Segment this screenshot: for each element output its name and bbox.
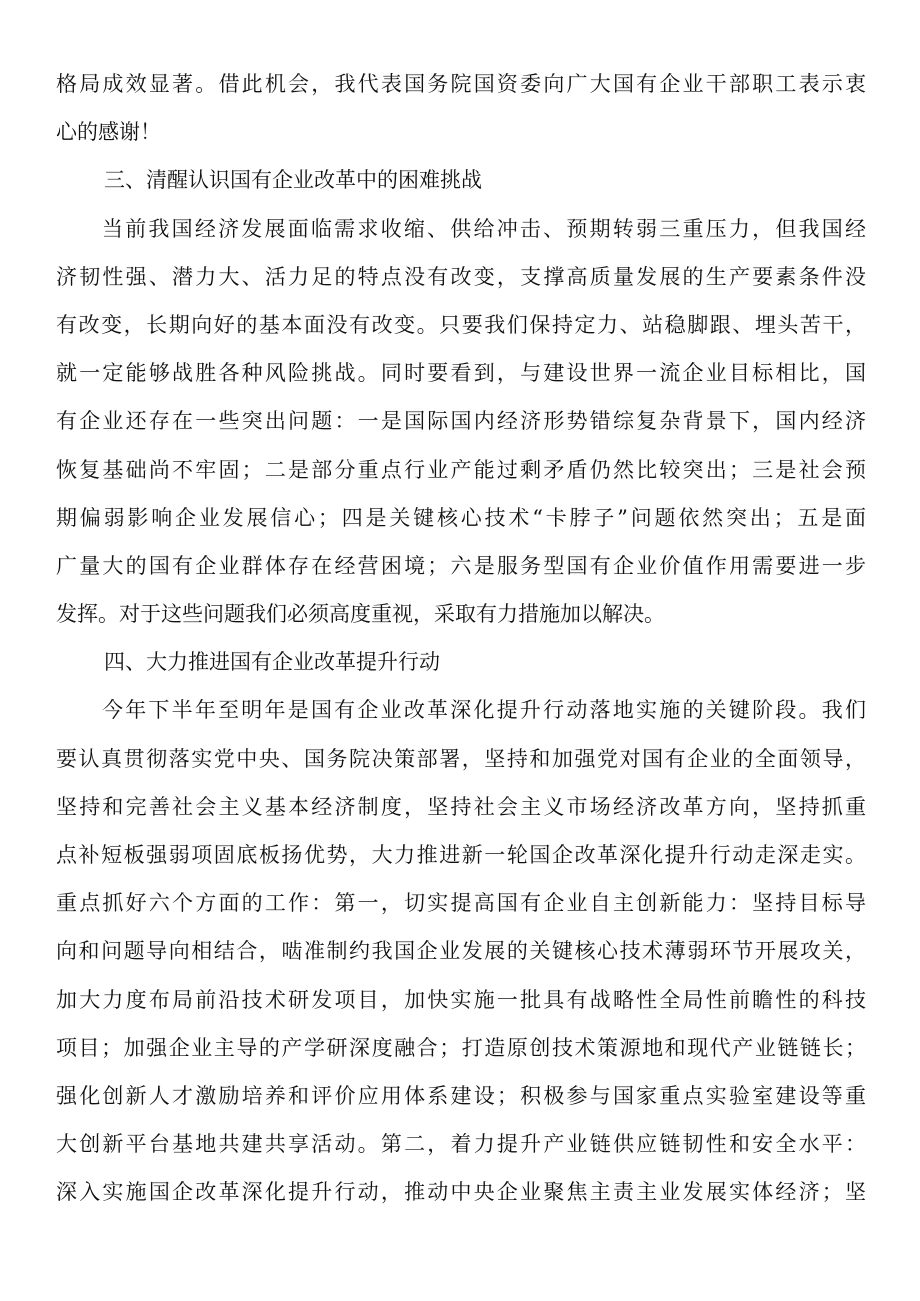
paragraph-section-4 (56, 686, 866, 1216)
text-line: 就一定能够战胜各种风险挑战。同时要看到，与建设世界一流企业目标相比，国 (56, 361, 866, 386)
text-line: 今年下半年至明年是国有企业改革深化提升行动落地实施的关键阶段。我们 (102, 698, 866, 723)
text-line: 期偏弱影响企业发展信心；四是关键核心技术“卡脖子”问题依然突出；五是面 (56, 505, 866, 530)
text-line: 有企业还存在一些突出问题：一是国际国内经济形势错综复杂背景下，国内经济 (56, 409, 866, 434)
text-line: 济韧性强、潜力大、活力足的特点没有改变，支撑高质量发展的生产要素条件没 (56, 264, 866, 289)
text-line: 心的感谢！ (56, 120, 161, 145)
text-line: 项目；加强企业主导的产学研深度融合；打造原创技术策源地和现代产业链链长； (56, 1035, 866, 1060)
text-line: 当前我国经济发展面临需求收缩、供给冲击、预期转弱三重压力，但我国经 (102, 216, 866, 241)
section-heading-4: 四、大力推进国有企业改革提升行动 (104, 650, 440, 675)
text-line: 加大力度布局前沿技术研发项目，加快实施一批具有战略性全局性前瞻性的科技 (56, 987, 866, 1012)
text-line: 深入实施国企改革深化提升行动，推动中央企业聚焦主责主业发展实体经济；坚 (56, 1180, 866, 1205)
text-line: 强化创新人才激励培养和评价应用体系建设；积极参与国家重点实验室建设等重 (56, 1083, 866, 1108)
text-line: 要认真贯彻落实党中央、国务院决策部署，坚持和加强党对国有企业的全面领导， (56, 746, 866, 771)
text-line: 恢复基础尚不牢固；二是部分重点行业产能过剩矛盾仍然比较突出；三是社会预 (56, 457, 866, 482)
paragraph-intro (56, 60, 866, 156)
paragraph-section-3 (56, 205, 866, 639)
text-line: 点补短板强弱项固底板扬优势，大力推进新一轮国企改革深化提升行动走深走实。 (56, 843, 866, 867)
text-line: 大创新平台基地共建共享活动。第二，着力提升产业链供应链韧性和安全水平： (56, 1132, 866, 1157)
text-line: 发挥。对于这些问题我们必须高度重视，采取有力措施加以解决。 (56, 602, 665, 627)
document-page (56, 60, 866, 1217)
text-line: 坚持和完善社会主义基本经济制度，坚持社会主义市场经济改革方向，坚持抓重 (56, 794, 866, 819)
text-line: 重点抓好六个方面的工作：第一，切实提高国有企业自主创新能力：坚持目标导 (56, 891, 866, 916)
text-line: 广量大的国有企业群体存在经营困境；六是服务型国有企业价值作用需要进一步 (56, 553, 866, 578)
text-line: 向和问题导向相结合，啮准制约我国企业发展的关键核心技术薄弱环节开展攻关， (56, 939, 866, 964)
text-line: 有改变，长期向好的基本面没有改变。只要我们保持定力、站稳脚跟、埋头苦干， (56, 312, 866, 337)
section-heading-3: 三、清醒认识国有企业改革中的困难挑战 (104, 168, 482, 193)
text-line: 格局成效显著。借此机会，我代表国务院国资委向广大国有企业干部职工表示衷 (56, 72, 866, 96)
